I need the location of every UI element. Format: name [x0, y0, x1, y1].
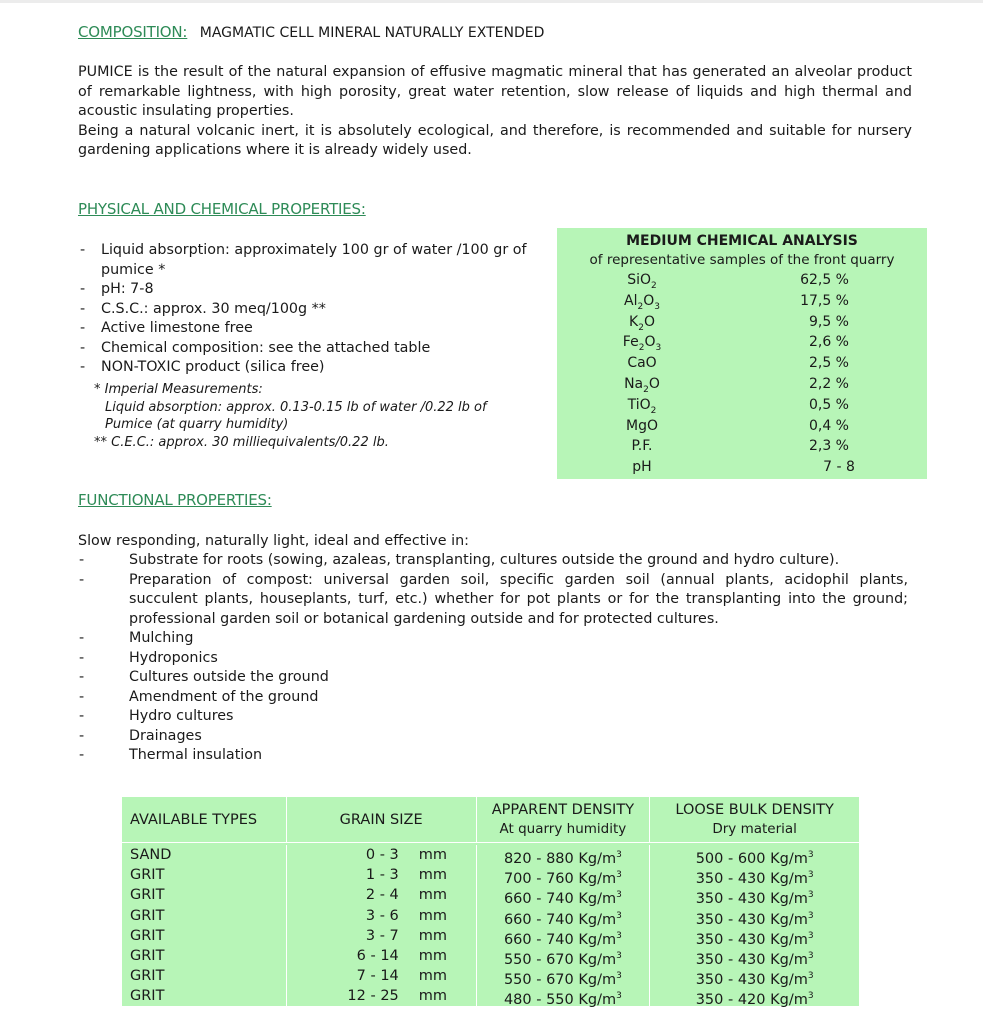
physical-property-item: - pH: 7-8 [78, 280, 536, 300]
unit-superscript: 3 [616, 850, 622, 860]
apparent-density-value: 550 - 670 Kg/m [503, 971, 617, 988]
apparent-density-value: 660 - 740 Kg/m [503, 911, 617, 928]
table-row [122, 845, 859, 865]
compound-subscript: 2 [643, 384, 649, 395]
functional-property-item: - Amendment of the ground [78, 688, 908, 708]
unit-superscript: 3 [807, 991, 814, 1002]
loose-bulk-density-value: 350 - 430 Kg/m [695, 911, 808, 928]
functional-property-item: - Thermal insulation [78, 746, 908, 766]
functional-property-item: - Hydro cultures [78, 707, 908, 727]
grain-size-cell [286, 906, 476, 926]
grain-size-cell [286, 966, 476, 986]
chemical-value: 7 - 8 [823, 459, 855, 476]
chemical-row [557, 312, 927, 333]
functional-heading: FUNCTIONAL PROPERTIES: [78, 491, 272, 509]
functional-intro: Slow responding, naturally light, ideal and effective in: [78, 533, 469, 549]
loose-bulk-density-cell [649, 865, 859, 888]
grain-size-value: 3 - 6 [365, 907, 399, 924]
chemical-value: 2,5 % [808, 355, 849, 372]
apparent-density-value: 820 - 880 Kg/m [503, 850, 617, 867]
loose-bulk-density-cell [649, 986, 859, 1009]
chemical-row [557, 416, 927, 437]
unit-superscript: 3 [807, 850, 814, 860]
type-cell: SAND [130, 847, 172, 863]
composition-heading: COMPOSITION: [78, 23, 188, 41]
grain-size-cell [286, 926, 476, 946]
physical-property-item: - C.S.C.: approx. 30 meq/100g ** [78, 300, 536, 320]
chemical-compound [557, 416, 727, 437]
compound-base: CaO [627, 355, 657, 372]
type-cell: GRIT [130, 988, 165, 1005]
unit-superscript: 3 [616, 890, 622, 901]
grain-size-unit: mm [418, 907, 448, 924]
compound-subscript: 2 [638, 322, 644, 333]
chemical-value: 2,3 % [808, 438, 849, 455]
apparent-density-value: 700 - 760 Kg/m [503, 871, 617, 888]
loose-bulk-density-value: 350 - 430 Kg/m [695, 971, 808, 988]
compound-subscript: 3 [655, 343, 662, 354]
chemical-value: 17,5 % [800, 292, 849, 309]
imperial-line-3: ** C.E.C.: approx. 30 milliequivalents/0.22 lb. [94, 434, 389, 450]
apparent-density-value: 480 - 550 Kg/m [503, 992, 617, 1009]
types-table-body [122, 843, 859, 1007]
chemical-compound [557, 436, 727, 457]
functional-property-item: - Cultures outside the ground [78, 668, 908, 688]
compound-subscript: 2 [637, 301, 644, 312]
type-cell: GRIT [130, 887, 165, 904]
compound-base: P.F. [631, 438, 653, 455]
compound-rest: O [648, 375, 660, 392]
composition-body [78, 63, 912, 161]
compound-base: SiO [627, 272, 652, 288]
functional-property-item: - Drainages [78, 727, 908, 747]
apparent-density-cell [476, 986, 650, 1009]
physical-property-item: - Liquid absorption: approximately 100 gr of water /100 gr of pumice * [78, 241, 536, 280]
imperial-line-2: Pumice (at quarry humidity) [105, 417, 289, 432]
functional-property-item: - Mulching [78, 629, 908, 649]
compound-subscript: 2 [651, 280, 657, 291]
imperial-measurements [94, 381, 546, 451]
chemical-row [557, 457, 927, 478]
apparent-density-cell [476, 946, 650, 966]
grain-size-unit: mm [418, 988, 448, 1005]
type-cell: GRIT [130, 907, 165, 924]
chemical-value: 0,5 % [808, 396, 849, 413]
loose-bulk-density-value: 500 - 600 Kg/m [695, 850, 808, 867]
compound-base: Al [624, 292, 638, 309]
loose-bulk-density-value: 350 - 430 Kg/m [695, 871, 808, 888]
unit-superscript: 3 [807, 870, 814, 881]
chemical-analysis-title: MEDIUM CHEMICAL ANALYSIS [626, 233, 858, 249]
loose-bulk-density-cell [649, 906, 859, 926]
loose-bulk-density-value: 350 - 420 Kg/m [695, 992, 808, 1009]
loose-bulk-density-value: 350 - 430 Kg/m [695, 951, 808, 968]
unit-superscript: 3 [616, 971, 622, 982]
compound-base: Na [624, 375, 644, 392]
available-types-table [122, 797, 859, 1009]
grain-size-unit: mm [418, 867, 448, 884]
physical-property-item: - Chemical composition: see the attached table [78, 339, 536, 359]
apparent-density-cell [476, 865, 650, 888]
table-row [122, 946, 859, 966]
top-border [0, 0, 983, 3]
composition-paragraph-2: Being a natural volcanic inert, it is absolutely ecological, and therefore, is recommended and suitable for nursery gardening applications where it is already widely used. [78, 122, 912, 158]
loose-bulk-density-cell [649, 946, 859, 966]
compound-rest: O [643, 292, 655, 309]
chemical-compound [557, 270, 727, 291]
apparent-density-cell [476, 845, 650, 865]
grain-size-value: 12 - 25 [347, 988, 399, 1005]
chemical-compound [557, 291, 727, 312]
chemical-compound [557, 353, 727, 374]
header-grain-size-label: GRAIN SIZE [339, 811, 423, 828]
chemical-compound [557, 332, 727, 353]
chemical-value: 0,4 % [808, 417, 849, 434]
header-available-types-label: AVAILABLE TYPES [130, 811, 258, 828]
grain-size-value: 2 - 4 [365, 887, 399, 904]
chemical-compound [557, 457, 727, 478]
imperial-title: * Imperial Measurements: [94, 382, 263, 397]
table-row [122, 906, 859, 926]
apparent-density-cell [476, 926, 650, 946]
grain-size-cell [286, 946, 476, 966]
chemical-value: 2,2 % [808, 375, 849, 392]
grain-size-unit: mm [418, 968, 448, 985]
imperial-line-1: Liquid absorption: approx. 0.13-0.15 lb of water /0.22 lb of [105, 399, 487, 415]
grain-size-cell [286, 885, 476, 905]
loose-bulk-density-cell [649, 926, 859, 946]
header-loose-bulk-density-label: LOOSE BULK DENSITY [675, 802, 834, 818]
physical-property-item: - NON-TOXIC product (silica free) [78, 358, 536, 378]
loose-bulk-density-cell [649, 845, 859, 865]
composition-paragraph-1: PUMICE is the result of the natural expansion of effusive magmatic mineral that has generated an alveolar product of remarkable lightness, with high porosity, great water retention, slow release of liquids and high thermal and acoustic insulating properties. [78, 64, 912, 119]
grain-size-value: 6 - 14 [356, 947, 399, 964]
compound-base: TiO [627, 396, 651, 413]
header-available-types [122, 797, 286, 842]
chemical-compound [557, 312, 727, 333]
table-row [122, 865, 859, 888]
grain-size-cell [286, 986, 476, 1006]
loose-bulk-density-cell [649, 885, 859, 908]
type-cell: GRIT [130, 968, 165, 985]
type-cell: GRIT [130, 947, 165, 964]
unit-superscript: 3 [616, 870, 622, 881]
unit-superscript: 3 [616, 950, 622, 961]
grain-size-value: 1 - 3 [365, 867, 399, 884]
table-row [122, 986, 859, 1009]
header-grain-size [286, 797, 476, 842]
table-row [122, 926, 859, 946]
header-apparent-density-sub: At quarry humidity [499, 821, 627, 837]
chemical-value: 62,5 % [800, 272, 849, 288]
grain-size-unit: mm [418, 947, 448, 964]
functional-property-item: - Hydroponics [78, 649, 908, 669]
unit-superscript: 3 [616, 991, 622, 1002]
chemical-row [557, 291, 927, 312]
chemical-analysis-subtitle: of representative samples of the front quarry [589, 252, 895, 268]
chemical-analysis-table [557, 228, 927, 479]
grain-size-unit: mm [418, 847, 448, 863]
physical-properties-list [78, 241, 536, 378]
types-table-header [122, 797, 859, 843]
chemical-value: 9,5 % [808, 313, 849, 330]
apparent-density-value: 550 - 670 Kg/m [503, 951, 617, 968]
chemical-analysis-rows [557, 270, 927, 478]
composition-header [78, 23, 544, 41]
chemical-row [557, 270, 927, 291]
header-apparent-density [476, 797, 650, 842]
unit-superscript: 3 [807, 930, 814, 941]
grain-size-cell [286, 845, 476, 865]
type-cell: GRIT [130, 867, 165, 884]
apparent-density-cell [476, 885, 650, 908]
compound-base: MgO [626, 417, 658, 434]
apparent-density-cell [476, 966, 650, 986]
compound-base: K [629, 313, 639, 330]
chemical-row [557, 436, 927, 457]
chemical-compound [557, 395, 727, 416]
chemical-value: 2,6 % [808, 334, 849, 351]
grain-size-value: 3 - 7 [365, 927, 399, 944]
header-loose-bulk-density-sub: Dry material [712, 821, 797, 837]
compound-rest: O [643, 313, 655, 330]
type-cell: GRIT [130, 927, 165, 944]
table-row [122, 885, 859, 908]
grain-size-value: 0 - 3 [365, 847, 399, 863]
chemical-row [557, 395, 927, 416]
unit-superscript: 3 [616, 930, 622, 941]
grain-size-unit: mm [418, 887, 448, 904]
unit-superscript: 3 [807, 950, 814, 961]
compound-base: pH [632, 459, 652, 476]
unit-superscript: 3 [807, 890, 814, 901]
compound-subscript: 2 [638, 343, 645, 354]
apparent-density-cell [476, 906, 650, 926]
chemical-row [557, 332, 927, 353]
loose-bulk-density-value: 350 - 430 Kg/m [695, 891, 808, 908]
grain-size-unit: mm [418, 927, 448, 944]
composition-subtitle: MAGMATIC CELL MINERAL NATURALLY EXTENDED [199, 25, 545, 41]
functional-properties-list [78, 551, 908, 766]
header-apparent-density-label: APPARENT DENSITY [491, 802, 635, 818]
compound-rest: O [644, 334, 656, 351]
unit-superscript: 3 [616, 910, 622, 921]
table-row [122, 966, 859, 986]
loose-bulk-density-cell [649, 966, 859, 986]
chemical-row [557, 353, 927, 374]
compound-subscript: 3 [654, 301, 660, 312]
compound-base: Fe [622, 334, 639, 351]
unit-superscript: 3 [807, 910, 814, 921]
physical-heading: PHYSICAL AND CHEMICAL PROPERTIES: [78, 200, 366, 218]
compound-subscript: 2 [650, 405, 657, 416]
grain-size-value: 7 - 14 [356, 968, 399, 985]
chemical-row [557, 374, 927, 395]
loose-bulk-density-value: 350 - 430 Kg/m [695, 931, 808, 948]
grain-size-cell [286, 865, 476, 885]
functional-property-item: - Substrate for roots (sowing, azaleas, transplanting, cultures outside the ground and hydro culture). [78, 551, 908, 571]
unit-superscript: 3 [807, 971, 814, 982]
apparent-density-value: 660 - 740 Kg/m [503, 891, 617, 908]
apparent-density-value: 660 - 740 Kg/m [503, 931, 617, 948]
chemical-compound [557, 374, 727, 395]
functional-property-item: - Preparation of compost: universal garden soil, specific garden soil (annual plants, acidophil plants, succulent plants, houseplants, turf, etc.) whether for pot plants or for the transplanting into the ground; professional garden soil or botanical gardening outside and for protected cultures. [78, 571, 908, 630]
header-loose-bulk-density [649, 797, 859, 842]
physical-property-item: - Active limestone free [78, 319, 536, 339]
